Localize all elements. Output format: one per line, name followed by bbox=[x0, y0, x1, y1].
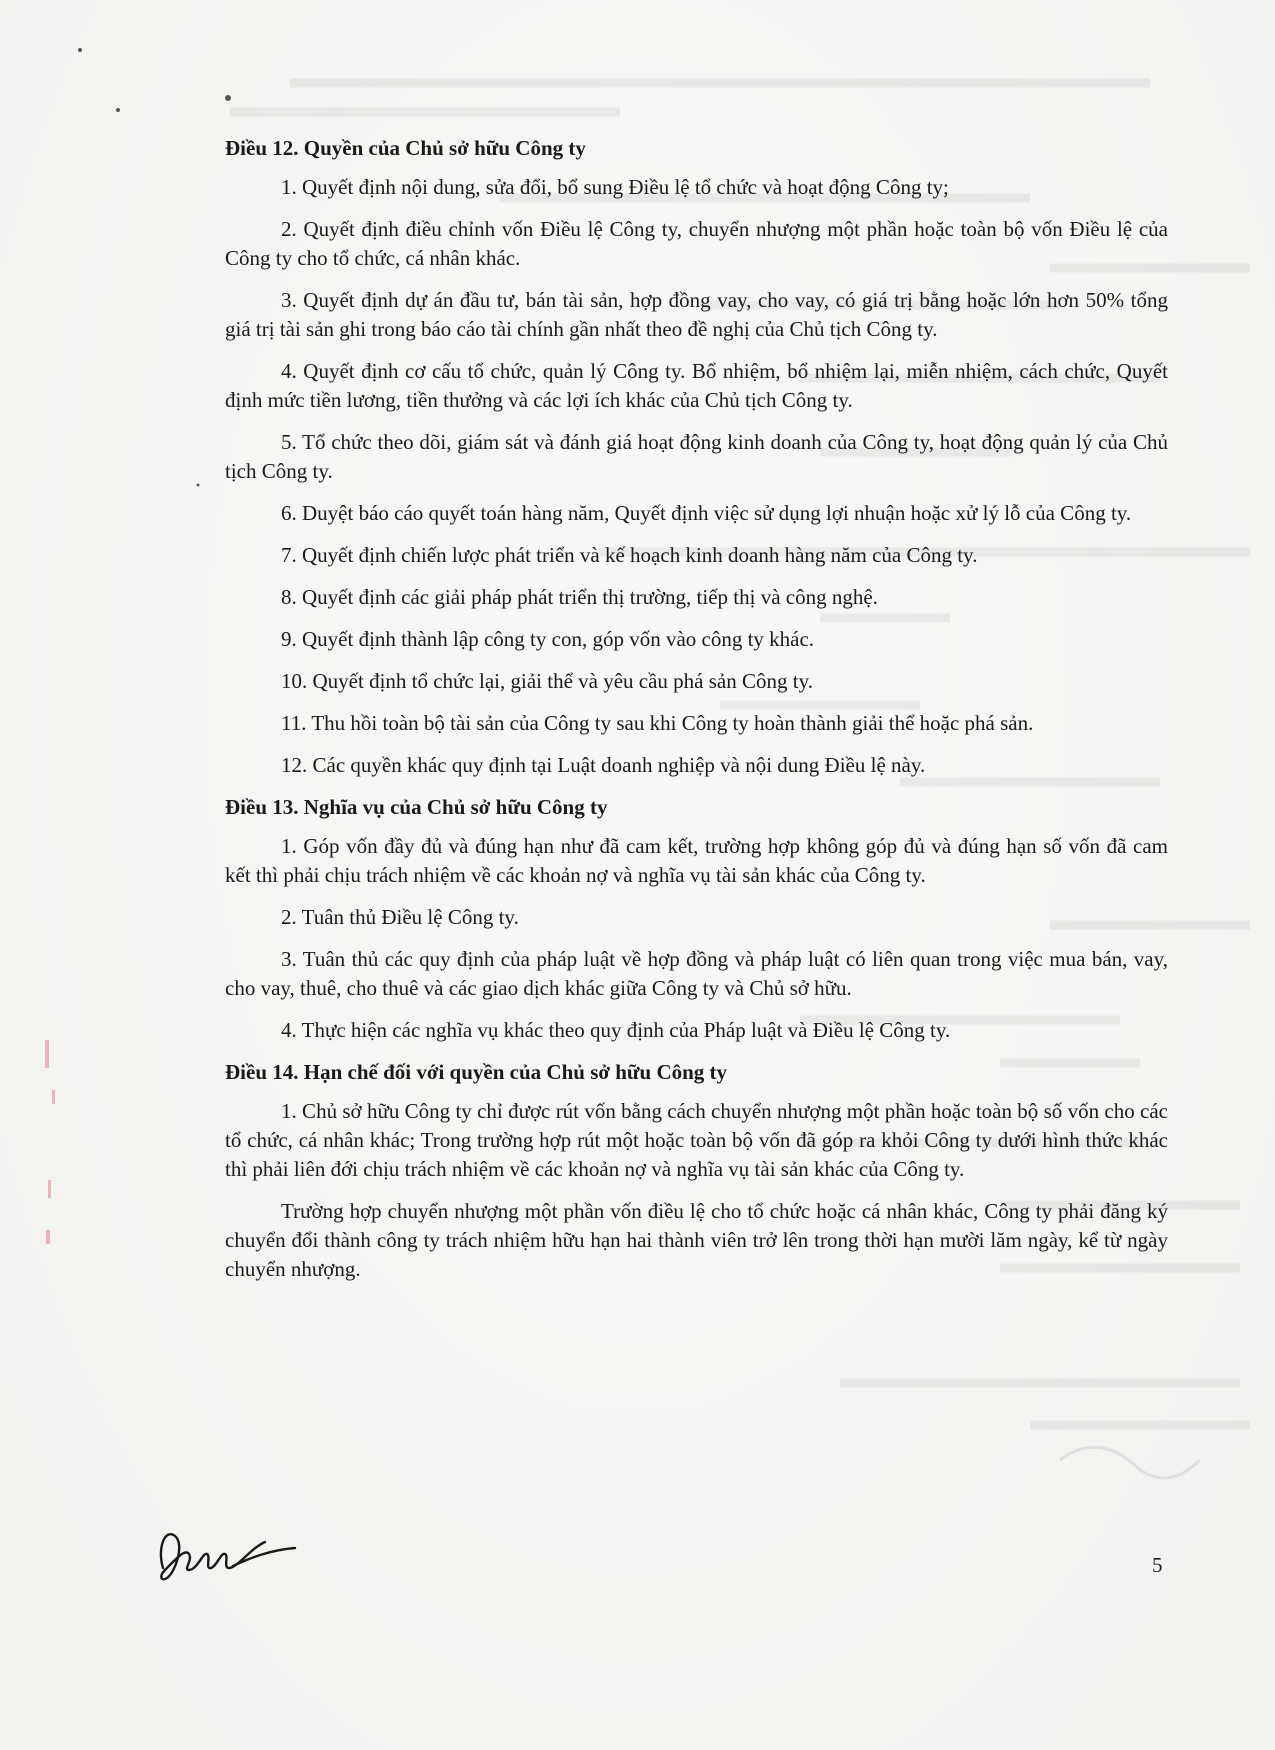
article-12-clause-5: 5. Tổ chức theo dõi, giám sát và đánh giá hoạt động kinh doanh của Công ty, hoạt động quản lý của Chủ tịch Công ty. bbox=[225, 430, 1168, 483]
signature-initials bbox=[155, 1518, 305, 1598]
article-14-clause-1: 1. Chủ sở hữu Công ty chỉ được rút vốn bằng cách chuyển nhượng một phần hoặc toàn bộ số vốn cho các tổ chức, cá nhân khác; Trong trường hợp rút một hoặc toàn bộ vốn đã góp ra khỏi Công ty dưới hình thức khác thì phải liên đới chịu trách nhiệm về các khoản nợ và nghĩa vụ tài sản khác của Công ty. bbox=[225, 1099, 1168, 1181]
article-12-clause-12: 12. Các quyền khác quy định tại Luật doanh nghiệp và nội dung Điều lệ này. bbox=[281, 753, 926, 777]
article-12-clause-2: 2. Quyết định điều chỉnh vốn Điều lệ Công ty, chuyển nhượng một phần hoặc toàn bộ vốn Điều lệ của Công ty cho tổ chức, cá nhân khác. bbox=[225, 217, 1168, 270]
article-14 bbox=[225, 1058, 1168, 1284]
article-13 bbox=[225, 793, 1168, 1045]
article-12-clause-4: 4. Quyết định cơ cấu tổ chức, quản lý Công ty. Bổ nhiệm, bổ nhiệm lại, miễn nhiệm, cách chức, Quyết định mức tiền lương, tiền thưởng và các lợi ích khác của Chủ tịch Công ty. bbox=[225, 359, 1168, 412]
article-12 bbox=[225, 134, 1168, 780]
article-12-clause-7: 7. Quyết định chiến lược phát triển và kế hoạch kinh doanh hàng năm của Công ty. bbox=[281, 543, 978, 567]
article-13-title: Điều 13. Nghĩa vụ của Chủ sở hữu Công ty bbox=[225, 795, 608, 819]
article-12-clause-1: 1. Quyết định nội dung, sửa đổi, bổ sung Điều lệ tổ chức và hoạt động Công ty; bbox=[281, 175, 949, 199]
article-13-clause-4: 4. Thực hiện các nghĩa vụ khác theo quy định của Pháp luật và Điều lệ Công ty. bbox=[281, 1018, 951, 1042]
article-12-title: Điều 12. Quyền của Chủ sở hữu Công ty bbox=[225, 136, 586, 160]
article-12-clause-9: 9. Quyết định thành lập công ty con, góp vốn vào công ty khác. bbox=[281, 627, 815, 651]
article-14-clause-2: Trường hợp chuyển nhượng một phần vốn điều lệ cho tổ chức hoặc cá nhân khác, Công ty phải đăng ký chuyển đổi thành công ty trách nhiệm hữu hạn hai thành viên trở lên trong thời hạn mười lăm ngày, kể từ ngày chuyển nhượng. bbox=[225, 1199, 1168, 1281]
article-12-clause-3: 3. Quyết định dự án đầu tư, bán tài sản, hợp đồng vay, cho vay, có giá trị bằng hoặc lớn hơn 50% tổng giá trị tài sản ghi trong báo cáo tài chính gần nhất theo đề nghị của Chủ tịch Công ty. bbox=[225, 288, 1168, 341]
page-number: 5 bbox=[1152, 1553, 1163, 1577]
article-13-clause-3: 3. Tuân thủ các quy định của pháp luật về hợp đồng và pháp luật có liên quan trong việc mua bán, vay, cho vay, thuê, cho thuê và các giao dịch khác giữa Công ty và Chủ sở hữu. bbox=[225, 947, 1168, 1000]
article-12-clause-11: 11. Thu hồi toàn bộ tài sản của Công ty sau khi Công ty hoàn thành giải thể hoặc phá sản. bbox=[281, 711, 1034, 735]
document-body bbox=[225, 134, 1168, 1297]
article-12-clause-8: 8. Quyết định các giải pháp phát triển thị trường, tiếp thị và công nghệ. bbox=[281, 585, 878, 609]
article-14-title: Điều 14. Hạn chế đối với quyền của Chủ sở hữu Công ty bbox=[225, 1060, 728, 1084]
article-12-clause-6: 6. Duyệt báo cáo quyết toán hàng năm, Quyết định việc sử dụng lợi nhuận hoặc xử lý lỗ của Công ty. bbox=[281, 501, 1132, 525]
article-12-clause-10: 10. Quyết định tổ chức lại, giải thể và yêu cầu phá sản Công ty. bbox=[281, 669, 813, 693]
article-13-clause-1: 1. Góp vốn đầy đủ và đúng hạn như đã cam kết, trường hợp không góp đủ và đúng hạn số vốn đã cam kết thì phải chịu trách nhiệm về các khoản nợ và nghĩa vụ tài sản khác của Công ty. bbox=[225, 834, 1168, 887]
article-13-clause-2: 2. Tuân thủ Điều lệ Công ty. bbox=[281, 905, 519, 929]
